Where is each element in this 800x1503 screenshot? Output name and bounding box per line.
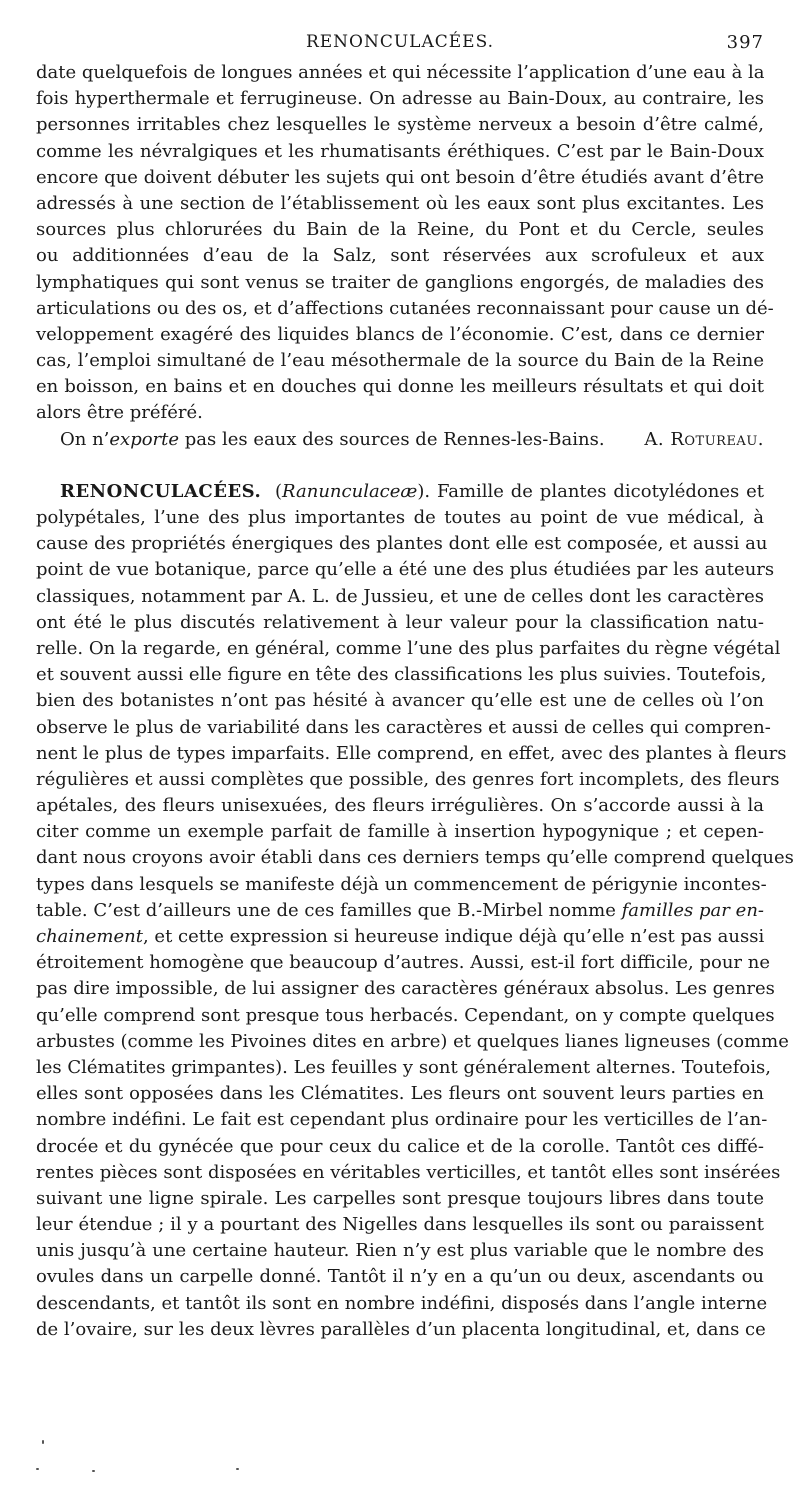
export-line: On n’exporte pas les eaux des sources de Rennes-les-Bains. A. Rotureau.	[36, 427, 764, 453]
speck	[42, 1440, 44, 1444]
entry-lines-a	[36, 505, 794, 898]
text-line: elles sont opposées dans les Clématites. Les fleurs ont souvent leurs parties en	[36, 1083, 764, 1105]
speck	[36, 1468, 39, 1470]
text-line: adressés à une section de l’établissement où les eaux sont plus excitantes. Les	[36, 192, 764, 214]
text-line: qu’elle comprend sont presque tous herbacés. Cependant, on y compte quelques	[36, 1004, 775, 1026]
text-line: articulations ou des os, et d’affections cutanées reconnaissant pour cause un dé-	[36, 297, 774, 319]
text-line: rentes pièces sont disposées en véritables verticilles, et tantôt elles sont insérées	[36, 1161, 781, 1183]
text-line: suivant une ligne spirale. Les carpelles sont presque toujours libres dans toute	[36, 1187, 764, 1209]
text-line: dant nous croyons avoir établi dans ces derniers temps qu’elle comprend quelques	[36, 847, 794, 869]
text-line: encore que doivent débuter les sujets qui ont besoin d’être étudiés avant d’être	[36, 166, 764, 188]
text-line: apétales, des fleurs unisexuées, des fleurs irrégulières. On s’accorde aussi à la	[36, 795, 764, 817]
entry-latin-name: Ranunculaceæ	[282, 480, 418, 502]
text-line: fois hyperthermale et ferrugineuse. On adresse au Bain-Doux, au contraire, les	[36, 88, 764, 110]
text-line: personnes irritables chez lesquelles le système nerveux a besoin d’être calmé,	[36, 114, 764, 136]
page-specks	[36, 1440, 764, 1480]
text-line: citer comme un exemple parfait de famille à insertion hypogynique ; et cepen-	[36, 821, 764, 843]
text-line: lymphatiques qui sont venus se traiter de ganglions engorgés, de maladies des	[36, 271, 764, 293]
text-line: arbustes (comme les Pivoines dites en arbre) et quelques lianes ligneuses (comme	[36, 1030, 789, 1052]
text-line: ont été le plus discutés relativement à leur valeur pour la classification natu-	[36, 611, 764, 633]
text-line: cas, l’emploi simultané de l’eau mésothermale de la source du Bain de la Reine	[36, 350, 764, 372]
text-line: classiques, notamment par A. L. de Jussieu, et une de celles dont les caractères	[36, 585, 764, 607]
text-line: les Clématites grimpantes). Les feuilles y sont généralement alternes. Toutefois,	[36, 1056, 771, 1078]
text-line: descendants, et tantôt ils sont en nombre indéfini, disposés dans l’angle interne	[36, 1292, 768, 1314]
text-line: nent le plus de types imparfaits. Elle comprend, en effet, avec des plantes à fleurs	[36, 742, 787, 764]
running-head	[36, 32, 764, 56]
mirbel-line-2: chainement, et cette expression si heureuse indique déjà qu’elle n’est pas aussi	[36, 926, 765, 947]
text-line: relle. On la regarde, en général, comme l’une des plus parfaites du règne végétal	[36, 637, 781, 659]
page-number: 397	[726, 32, 764, 53]
text-line: point de vue botanique, parce qu’elle a été une des plus étudiées par les auteurs	[36, 559, 775, 581]
text-line: types dans lesquels se manifeste déjà un commencement de périgynie incontes-	[36, 873, 767, 895]
mirbel-italic-2: chainement	[36, 926, 143, 947]
mirbel-italic: familles par en-	[621, 899, 764, 921]
text-line: drocée et du gynécée que pour ceux du calice et de la corolle. Tantôt ces diffé-	[36, 1135, 764, 1157]
body-text	[36, 60, 794, 1343]
text-line: bien des botanistes n’ont pas hésité à avancer qu’elle est une de celles où l’on	[36, 690, 764, 712]
text-line: polypétales, l’une des plus importantes de toutes au point de vue médical, à	[36, 507, 764, 528]
speck	[92, 1470, 95, 1472]
mirbel-line: table. C’est d’ailleurs une de ces familles que B.-Mirbel nomme familles par en-	[36, 899, 764, 921]
running-head-title: RENONCULACÉES.	[305, 32, 495, 52]
entry-first-line: RENONCULACÉES. (Ranunculaceæ). Famille de plantes dicotylédones et	[60, 480, 764, 502]
text-line: veloppement exagéré des liquides blancs de l’économie. C’est, dans ce dernier	[36, 323, 764, 345]
entry-headword: RENONCULACÉES.	[60, 480, 262, 502]
author-signature: A. Rotureau.	[644, 428, 764, 450]
text-line: de l’ovaire, sur les deux lèvres parallèles d’un placenta longitudinal, et, dans ce	[36, 1318, 766, 1340]
text-line: comme les névralgiques et les rhumatisants éréthiques. C’est par le Bain-Doux	[36, 140, 764, 162]
text-line: date quelquefois de longues années et qui nécessite l’application d’une eau à la	[36, 62, 765, 83]
text-line: ovules dans un carpelle donné. Tantôt il n’y en a qu’un ou deux, ascendants ou	[36, 1266, 764, 1288]
text-line: alors être préféré.	[36, 402, 203, 424]
text-line: pas dire impossible, de lui assigner des caractères généraux absolus. Les genres	[36, 978, 775, 1000]
text-line: nombre indéfini. Le fait est cependant plus ordinaire pour les verticilles de l’an-	[36, 1109, 768, 1131]
text-line: en boisson, en bains et en douches qui donne les meilleurs résultats et qui doit	[36, 376, 764, 398]
text-line: sources plus chlorurées du Bain de la Reine, du Pont et du Cercle, seules	[36, 219, 764, 241]
speck	[236, 1468, 239, 1470]
text-line: unis jusqu’à une certaine hauteur. Rien n’y est plus variable que le nombre des	[36, 1240, 764, 1262]
text-line: leur étendue ; il y a pourtant des Nigelles dans lesquelles ils sont ou paraissent	[36, 1214, 764, 1236]
text-line: régulières et aussi complètes que possible, des genres fort incomplets, des fleurs	[36, 768, 780, 790]
text-line: et souvent aussi elle figure en tête des classifications les plus suivies. Toutefois,	[36, 664, 767, 686]
text-line: étroitement homogène que beaucoup d’autres. Aussi, est-il fort difficile, pour ne	[36, 952, 771, 974]
text-line: observe le plus de variabilité dans les caractères et aussi de celles qui compren-	[36, 716, 771, 738]
text-line: ou additionnées d’eau de la Salz, sont réservées aux scrofuleux et aux	[36, 245, 764, 267]
document-page	[36, 0, 794, 1503]
text-line: cause des propriétés énergiques des plantes dont elle est composée, et aussi au	[36, 533, 768, 555]
entry-renonculacees	[36, 479, 794, 1343]
export-italic: exporte	[109, 428, 180, 450]
section-gap	[36, 453, 764, 479]
paragraph-rennes-continued	[36, 60, 774, 427]
entry-lines-b	[36, 950, 789, 1343]
